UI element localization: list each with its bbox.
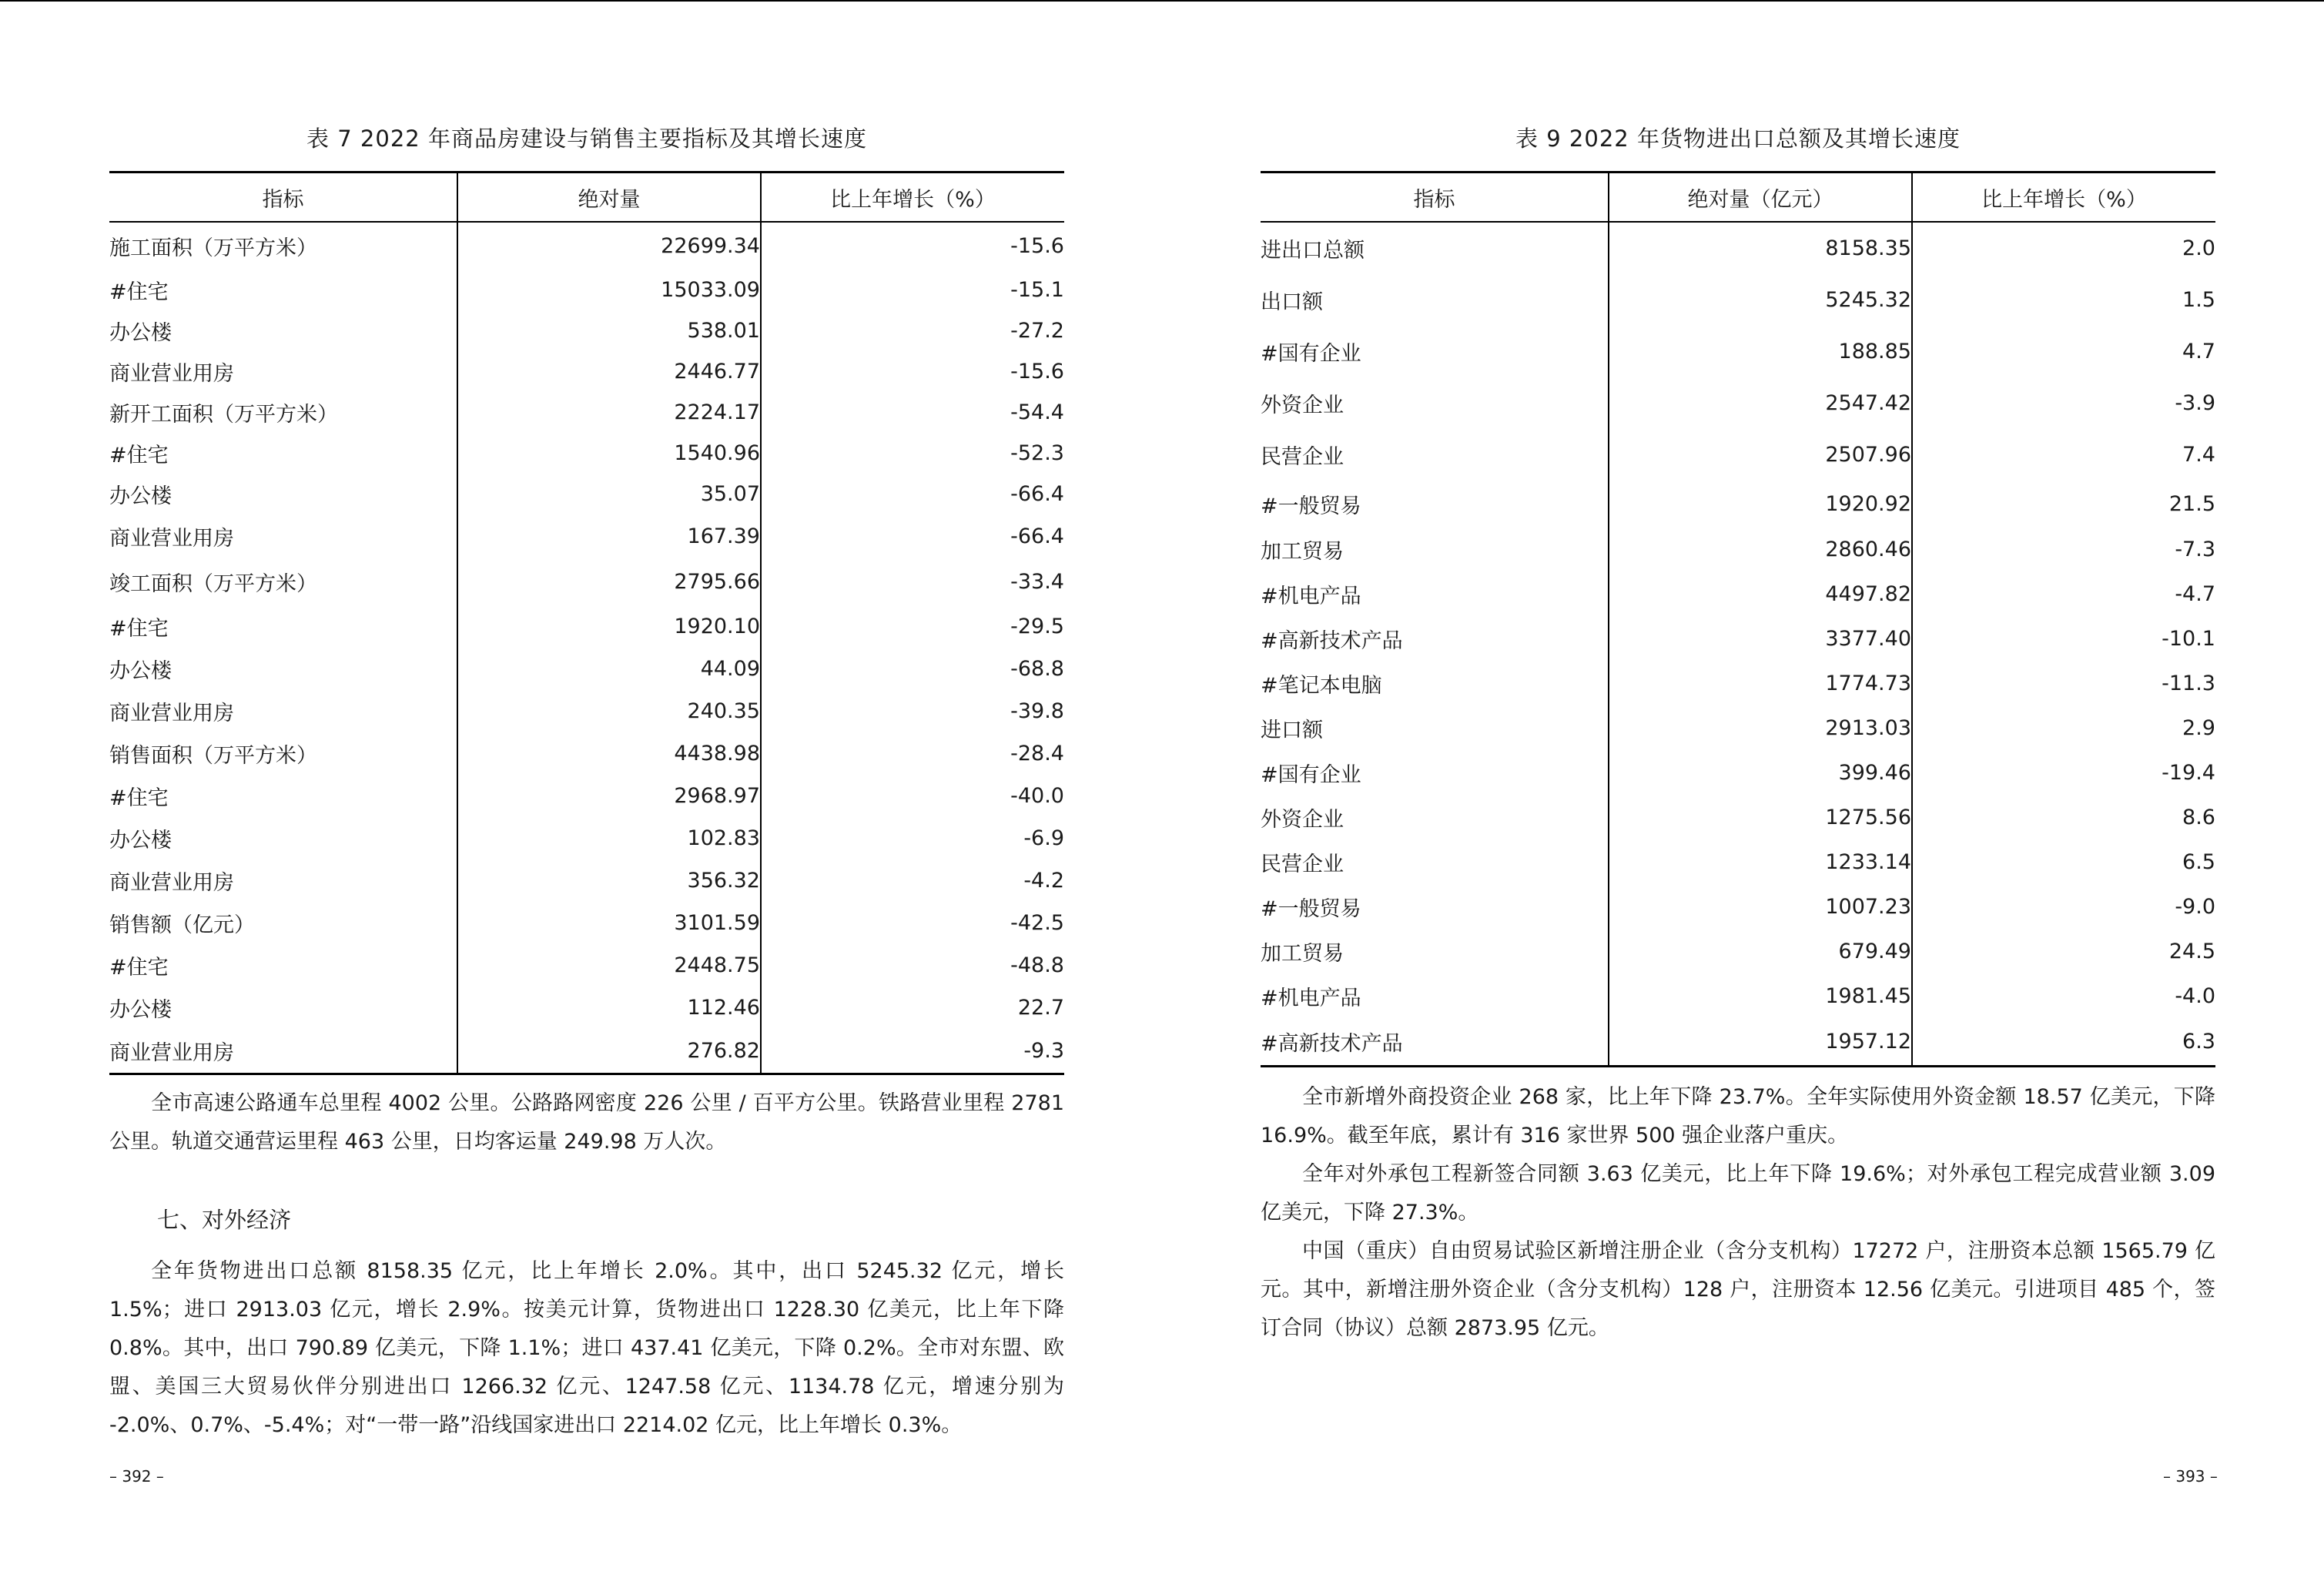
section-heading: 七、对外经济 — [157, 1207, 292, 1233]
row-indicator: 办公楼 — [109, 829, 172, 853]
table-row — [1261, 377, 2215, 429]
row-growth: 4.7 — [1912, 326, 2215, 377]
row-growth: 2.9 — [1912, 705, 2215, 750]
table-row — [1261, 274, 2215, 326]
row-indicator: 进口额 — [1261, 718, 1323, 742]
row-value: 4438.98 — [457, 732, 761, 775]
table-row — [1261, 929, 2215, 973]
row-indicator: 外资企业 — [1261, 394, 1344, 417]
table-row — [109, 859, 1064, 902]
row-indicator: 新开工面积（万平方米） — [109, 403, 338, 427]
row-growth: -66.4 — [761, 514, 1064, 558]
row-value: 35.07 — [457, 474, 761, 514]
row-growth: 7.4 — [1912, 429, 2215, 481]
row-indicator: 商业营业用房 — [109, 526, 234, 551]
table-row — [109, 690, 1064, 732]
row-growth: -33.4 — [761, 558, 1064, 605]
row-growth: -15.6 — [761, 351, 1064, 392]
row-value: 3377.40 — [1609, 616, 1912, 661]
table-row — [1261, 705, 2215, 750]
row-value: 3101.59 — [457, 902, 761, 944]
row-indicator: 出口额 — [1261, 290, 1323, 314]
table7-title: 表 7 2022 年商品房建设与销售主要指标及其增长速度 — [306, 126, 867, 152]
row-growth: -7.3 — [1912, 527, 2215, 571]
row-value: 1540.96 — [457, 433, 761, 474]
row-indicator: #住宅 — [109, 280, 169, 304]
row-value: 2860.46 — [1609, 527, 1912, 571]
row-value: 2795.66 — [457, 558, 761, 605]
row-growth: -40.0 — [761, 775, 1064, 817]
col-header-growth: 比上年增长（%） — [1912, 173, 2215, 223]
table-row — [109, 514, 1064, 558]
row-growth: -27.2 — [761, 310, 1064, 351]
row-growth: 6.5 — [1912, 839, 2215, 884]
row-growth: 21.5 — [1912, 481, 2215, 527]
row-growth: 2.0 — [1912, 222, 2215, 274]
row-value: 5245.32 — [1609, 274, 1912, 326]
table-row — [1261, 222, 2215, 274]
right-page — [1162, 0, 2324, 1588]
paragraph-fdi: 全市新增外商投资企业 268 家，比上年下降 23.7%。全年实际使用外资金额 18.57 亿美元，下降 16.9%。截至年底，累计有 316 家世界 500 强企业落户重庆。 — [1261, 1085, 2215, 1147]
row-growth: -11.3 — [1912, 661, 2215, 705]
col-header-value: 绝对量（亿元） — [1609, 173, 1912, 223]
row-growth: -15.1 — [761, 270, 1064, 310]
table-row — [1261, 527, 2215, 571]
table-row — [109, 392, 1064, 433]
row-value: 44.09 — [457, 648, 761, 690]
row-value: 15033.09 — [457, 270, 761, 310]
table-row — [109, 732, 1064, 775]
row-growth: -28.4 — [761, 732, 1064, 775]
row-growth: -4.2 — [761, 859, 1064, 902]
row-growth: -39.8 — [761, 690, 1064, 732]
row-value: 4497.82 — [1609, 571, 1912, 616]
row-indicator: 商业营业用房 — [109, 871, 234, 895]
table-row — [109, 817, 1064, 859]
table-row — [1261, 1018, 2215, 1066]
table-row — [1261, 884, 2215, 929]
row-growth: 24.5 — [1912, 929, 2215, 973]
row-value: 22699.34 — [457, 222, 761, 270]
row-indicator: 办公楼 — [109, 659, 172, 683]
table-row — [1261, 839, 2215, 884]
row-indicator: 办公楼 — [109, 998, 172, 1022]
row-value: 2968.97 — [457, 775, 761, 817]
table9 — [1261, 171, 2215, 1067]
row-indicator: #国有企业 — [1261, 342, 1361, 366]
row-growth: -6.9 — [761, 817, 1064, 859]
row-growth: -48.8 — [761, 944, 1064, 987]
row-value: 1920.10 — [457, 605, 761, 648]
row-indicator: #高新技术产品 — [1261, 1018, 1609, 1066]
table-row — [1261, 973, 2215, 1018]
row-value: 2446.77 — [457, 351, 761, 392]
table-row — [1261, 661, 2215, 705]
table-row — [1261, 616, 2215, 661]
table-row — [109, 474, 1064, 514]
row-growth: -54.4 — [761, 392, 1064, 433]
row-value: 1920.92 — [1609, 481, 1912, 527]
row-value: 167.39 — [457, 514, 761, 558]
row-growth: -19.4 — [1912, 750, 2215, 795]
row-value: 240.35 — [457, 690, 761, 732]
row-growth: -42.5 — [761, 902, 1064, 944]
table-row — [1261, 326, 2215, 377]
paragraph-free-trade-zone: 中国（重庆）自由贸易试验区新增注册企业（含分支机构）17272 户，注册资本总额 1565.79 亿元。其中，新增注册外资企业（含分支机构）128 户，注册资本 12.56 亿美元。引进项目 485 个，签订合同（协议）总额 2873.95 亿元。 — [1261, 1239, 2215, 1340]
row-value: 2547.42 — [1609, 377, 1912, 429]
table-row — [109, 944, 1064, 987]
row-indicator: 销售面积（万平方米） — [109, 744, 317, 768]
row-indicator: 办公楼 — [109, 321, 172, 345]
page-number: – 392 – — [109, 1467, 164, 1486]
row-indicator: 销售额（亿元） — [109, 913, 255, 937]
row-value: 102.83 — [457, 817, 761, 859]
row-value: 1957.12 — [1609, 1018, 1912, 1066]
row-indicator: 商业营业用房 — [109, 702, 234, 725]
row-growth: 8.6 — [1912, 795, 2215, 839]
row-value: 2913.03 — [1609, 705, 1912, 750]
row-indicator: 商业营业用房 — [109, 362, 234, 386]
row-indicator: #机电产品 — [1261, 986, 1361, 1010]
col-header-growth: 比上年增长（%） — [761, 173, 1064, 223]
row-indicator: #机电产品 — [1261, 584, 1361, 608]
row-indicator: #国有企业 — [1261, 762, 1361, 787]
row-value: 399.46 — [1609, 750, 1912, 795]
row-growth: -4.7 — [1912, 571, 2215, 616]
row-value: 1981.45 — [1609, 973, 1912, 1018]
row-value: 112.46 — [457, 987, 761, 1029]
row-growth: -10.1 — [1912, 616, 2215, 661]
row-indicator: 进出口总额 — [1261, 239, 1365, 263]
row-growth: -15.6 — [761, 222, 1064, 270]
row-growth: -52.3 — [761, 433, 1064, 474]
col-header-value: 绝对量 — [457, 173, 761, 223]
row-value: 1774.73 — [1609, 661, 1912, 705]
row-indicator: #一般贸易 — [1261, 494, 1361, 518]
row-growth: -3.9 — [1912, 377, 2215, 429]
paragraph-foreign-trade: 全年货物进出口总额 8158.35 亿元，比上年增长 2.0%。其中，出口 5245.32 亿元，增长 1.5%；进口 2913.03 亿元，增长 2.9%。按美元计算，货物进出口 1228.30 亿美元，比上年下降 0.8%。其中，出口 790.89 亿美元，下降 1.1%；进口 437.41 亿美元，下降 0.2%。全市对东盟、欧盟、美国三大贸易伙伴分别进出口 1266.32 亿元、1247.58 亿元、1134.78 亿元，增速分别为 -2.0%、0.7%、-5.4%；对“一带一路”沿线国家进出口 2214.02 亿元，比上年增长 0.3%。 — [109, 1259, 1064, 1437]
row-indicator: 加工贸易 — [1261, 539, 1344, 564]
row-growth: 1.5 — [1912, 274, 2215, 326]
table-row — [1261, 429, 2215, 481]
row-growth: 6.3 — [1912, 1018, 2215, 1066]
row-growth: -4.0 — [1912, 973, 2215, 1018]
row-indicator: 外资企业 — [1261, 807, 1344, 832]
table7 — [109, 171, 1064, 1075]
row-indicator: #住宅 — [109, 444, 169, 467]
row-growth: -68.8 — [761, 648, 1064, 690]
row-value: 276.82 — [457, 1029, 761, 1074]
table-row — [109, 987, 1064, 1029]
row-indicator: #笔记本电脑 — [1261, 673, 1382, 698]
row-value: 679.49 — [1609, 929, 1912, 973]
table-row — [1261, 481, 2215, 527]
table-row — [1261, 795, 2215, 839]
row-value: 1007.23 — [1609, 884, 1912, 929]
table-row — [109, 222, 1064, 270]
table-row — [109, 775, 1064, 817]
table-row — [109, 310, 1064, 351]
row-value: 538.01 — [457, 310, 761, 351]
paragraph-contract: 全年对外承包工程新签合同额 3.63 亿美元，比上年下降 19.6%；对外承包工程完成营业额 3.09 亿美元，下降 27.3%。 — [1261, 1162, 2215, 1225]
row-indicator: #住宅 — [109, 786, 169, 810]
row-growth: -29.5 — [761, 605, 1064, 648]
row-value: 1275.56 — [1609, 795, 1912, 839]
table-header-row — [109, 173, 1064, 223]
row-indicator: 民营企业 — [1261, 852, 1344, 876]
row-indicator: 加工贸易 — [1261, 941, 1344, 966]
row-growth: -9.0 — [1912, 884, 2215, 929]
row-value: 188.85 — [1609, 326, 1912, 377]
row-indicator: #一般贸易 — [1261, 896, 1361, 921]
row-value: 2507.96 — [1609, 429, 1912, 481]
table-row — [109, 902, 1064, 944]
table9-title: 表 9 2022 年货物进出口总额及其增长速度 — [1515, 126, 1961, 152]
table-row — [109, 558, 1064, 605]
row-indicator: 施工面积（万平方米） — [109, 236, 317, 260]
row-value: 2448.75 — [457, 944, 761, 987]
row-indicator: 办公楼 — [109, 484, 172, 508]
row-value: 356.32 — [457, 859, 761, 902]
page-number: – 393 – — [2163, 1467, 2218, 1486]
col-header-indicator: 指标 — [1261, 173, 1609, 223]
row-indicator: #住宅 — [109, 617, 169, 641]
table-row — [109, 351, 1064, 392]
table-row — [109, 1029, 1064, 1074]
row-value: 2224.17 — [457, 392, 761, 433]
row-growth: -66.4 — [761, 474, 1064, 514]
table-row — [1261, 750, 2215, 795]
row-indicator: #住宅 — [109, 956, 169, 980]
table-row — [109, 433, 1064, 474]
row-value: 8158.35 — [1609, 222, 1912, 274]
paragraph-transport: 全市高速公路通车总里程 4002 公里。公路路网密度 226 公里 / 百平方公里。铁路营业里程 2781 公里。轨道交通营运里程 463 公里，日均客运量 249.98 万人次。 — [109, 1091, 1064, 1154]
table-header-row — [1261, 173, 2215, 223]
table-row — [109, 270, 1064, 310]
table-row — [109, 648, 1064, 690]
table-row — [109, 605, 1064, 648]
row-indicator: 民营企业 — [1261, 445, 1344, 469]
row-growth: 22.7 — [761, 987, 1064, 1029]
row-indicator: 竣工面积（万平方米） — [109, 571, 317, 596]
col-header-indicator: 指标 — [109, 173, 457, 223]
table-row — [1261, 571, 2215, 616]
row-indicator: #高新技术产品 — [1261, 628, 1403, 653]
row-indicator: 商业营业用房 — [109, 1029, 457, 1074]
row-value: 1233.14 — [1609, 839, 1912, 884]
row-growth: -9.3 — [761, 1029, 1064, 1074]
